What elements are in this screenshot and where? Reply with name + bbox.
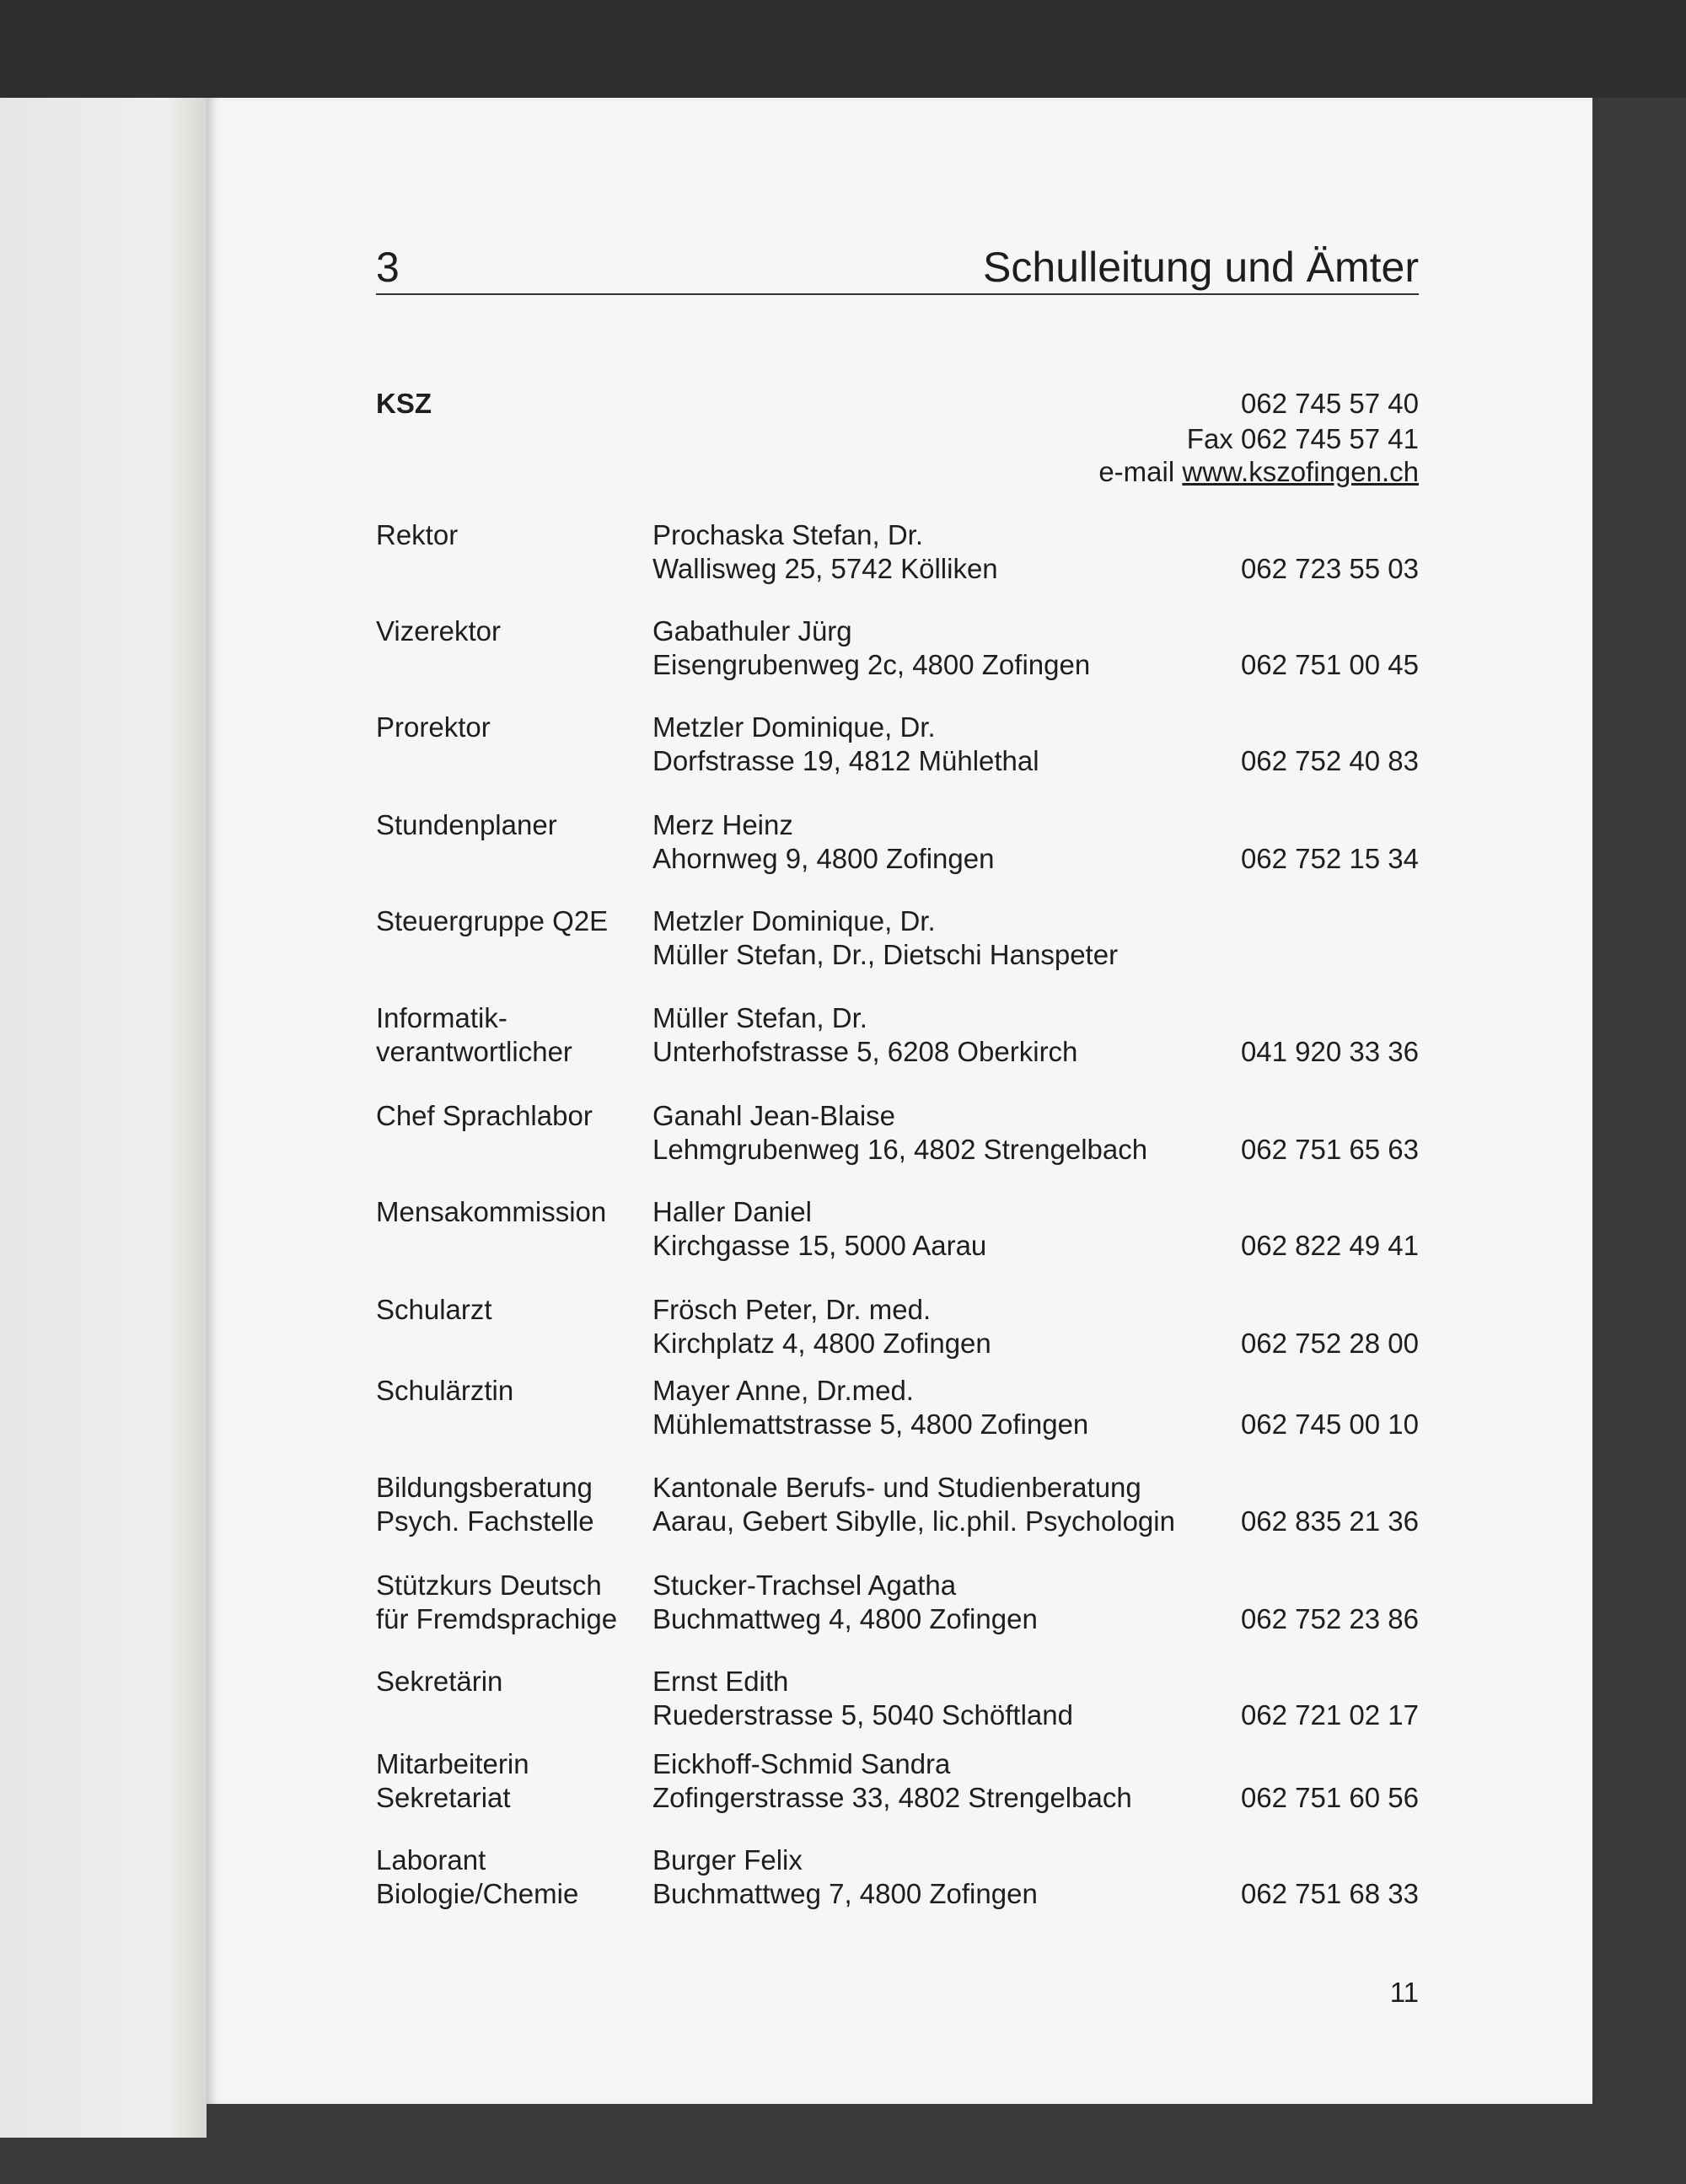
page-number: 11 <box>1389 1977 1419 2008</box>
contact-name: Kantonale Berufs- und Studienberatung <box>652 1472 1141 1503</box>
contact-name: Gabathuler Jürg <box>652 615 852 647</box>
role-label: Mitarbeiterin <box>376 1748 529 1779</box>
role-label: Bildungsberatung <box>376 1472 593 1503</box>
contact-name: Merz Heinz <box>652 809 793 840</box>
contact-name: Müller Stefan, Dr. <box>652 1002 867 1033</box>
contact-name: Eickhoff-Schmid Sandra <box>652 1748 951 1779</box>
contact-name: Burger Felix <box>652 1844 803 1875</box>
contact-phone: 062 723 55 03 <box>1240 553 1419 584</box>
contact-address: Buchmattweg 4, 4800 Zofingen <box>652 1603 1038 1634</box>
role-label-line2: Psych. Fachstelle <box>376 1505 594 1537</box>
role-label: Vizerektor <box>376 615 501 647</box>
contact-address: Wallisweg 25, 5742 Kölliken <box>652 553 998 584</box>
contact-name: Metzler Dominique, Dr. <box>652 711 936 743</box>
contact-name: Frösch Peter, Dr. med. <box>652 1294 932 1325</box>
ksz-phone: 062 745 57 40 <box>1240 388 1419 419</box>
page-title: Schulleitung und Ämter <box>983 244 1419 291</box>
role-label-line2: Sekretariat <box>376 1782 511 1813</box>
contact-name: Ganahl Jean-Blaise <box>652 1100 896 1131</box>
ksz-fax: Fax 062 745 57 41 <box>1186 423 1419 454</box>
role-label: Informatik- <box>376 1002 507 1033</box>
contact-address: Müller Stefan, Dr., Dietschi Hanspeter <box>652 939 1119 970</box>
role-label: Laborant <box>376 1844 486 1875</box>
role-label: Sekretärin <box>376 1666 503 1697</box>
contact-phone: 062 745 00 10 <box>1240 1409 1419 1440</box>
role-label: Mensakommission <box>376 1196 607 1227</box>
role-label: Schulärztin <box>376 1375 514 1406</box>
contact-phone: 062 752 15 34 <box>1240 843 1419 874</box>
contact-phone: 062 751 60 56 <box>1240 1782 1419 1813</box>
contact-address: Unterhofstrasse 5, 6208 Oberkirch <box>652 1036 1078 1067</box>
contact-address: Buchmattweg 7, 4800 Zofingen <box>652 1878 1038 1909</box>
role-label: Steuergruppe Q2E <box>376 905 609 936</box>
role-label: Prorektor <box>376 711 491 743</box>
scan-background <box>0 0 1686 98</box>
contact-phone: 062 752 23 86 <box>1240 1603 1419 1634</box>
role-label-line2: für Fremdsprachige <box>376 1603 618 1634</box>
contact-address: Kirchplatz 4, 4800 Zofingen <box>652 1328 991 1359</box>
role-label-line2: verantwortlicher <box>376 1036 572 1067</box>
facing-page <box>0 98 207 2138</box>
ksz-email <box>1098 455 1419 489</box>
contact-name: Stucker-Trachsel Agatha <box>652 1570 957 1601</box>
contact-name: Ernst Edith <box>652 1666 789 1697</box>
contact-phone: 062 721 02 17 <box>1240 1699 1419 1731</box>
contact-phone: 062 835 21 36 <box>1240 1505 1419 1537</box>
contact-address: Ruederstrasse 5, 5040 Schöftland <box>652 1699 1073 1731</box>
role-label: Stützkurs Deutsch <box>376 1570 602 1601</box>
contact-phone: 062 751 00 45 <box>1240 649 1419 680</box>
role-label: Rektor <box>376 519 459 550</box>
contact-phone: 062 752 28 00 <box>1240 1328 1419 1359</box>
contact-name: Metzler Dominique, Dr. <box>652 905 936 936</box>
contact-address: Mühlemattstrasse 5, 4800 Zofingen <box>652 1409 1089 1440</box>
contact-phone: 062 822 49 41 <box>1240 1230 1419 1261</box>
contact-name: Prochaska Stefan, Dr. <box>652 519 923 550</box>
contact-phone: 062 751 65 63 <box>1240 1134 1419 1165</box>
contact-phone: 062 752 40 83 <box>1240 745 1419 776</box>
chapter-number: 3 <box>376 244 400 291</box>
contact-name: Mayer Anne, Dr.med. <box>652 1375 914 1406</box>
contact-address: Ahornweg 9, 4800 Zofingen <box>652 843 995 874</box>
header-rule <box>376 293 1419 295</box>
role-label: Stundenplaner <box>376 809 557 840</box>
role-label: Chef Sprachlabor <box>376 1100 593 1131</box>
role-label-line2: Biologie/Chemie <box>376 1878 579 1909</box>
website-link[interactable]: www.kszofingen.ch <box>1182 456 1419 487</box>
ksz-label: KSZ <box>376 388 432 419</box>
contact-address: Eisengrubenweg 2c, 4800 Zofingen <box>652 649 1091 680</box>
email-label: e-mail <box>1098 456 1175 487</box>
contact-address: Kirchgasse 15, 5000 Aarau <box>652 1230 987 1261</box>
contact-address: Dorfstrasse 19, 4812 Mühlethal <box>652 745 1039 776</box>
contact-address: Zofingerstrasse 33, 4802 Strengelbach <box>652 1782 1132 1813</box>
contact-address: Lehmgrubenweg 16, 4802 Strengelbach <box>652 1134 1148 1165</box>
contact-name: Haller Daniel <box>652 1196 812 1227</box>
contact-address: Aarau, Gebert Sibylle, lic.phil. Psychologin <box>652 1505 1175 1537</box>
contact-phone: 062 751 68 33 <box>1240 1878 1419 1909</box>
role-label: Schularzt <box>376 1294 492 1325</box>
contact-phone: 041 920 33 36 <box>1240 1036 1419 1067</box>
